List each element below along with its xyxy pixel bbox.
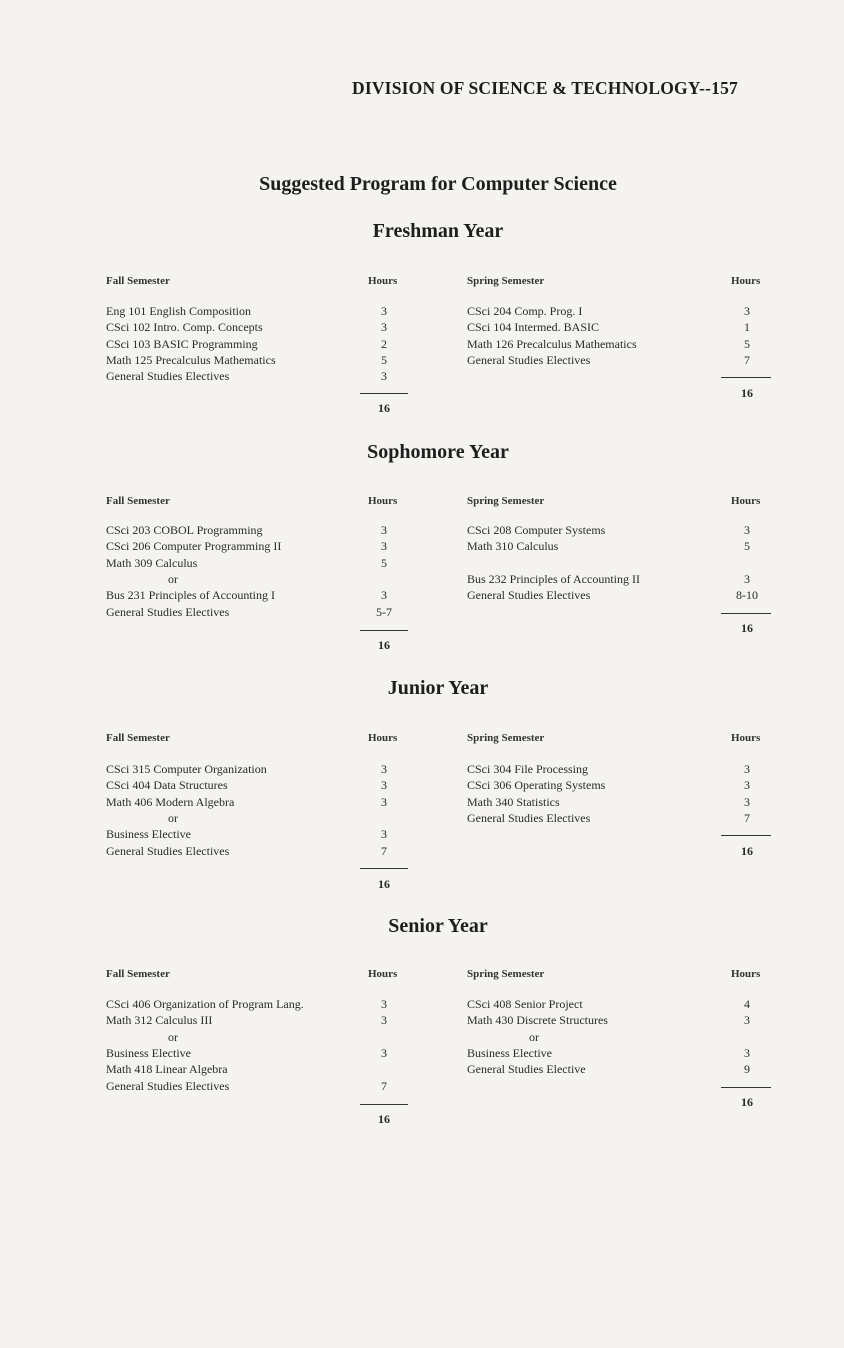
course-row: or (168, 810, 178, 825)
course-row: Math 430 Discrete Structures (467, 1013, 608, 1028)
course-row: Business Elective (106, 827, 191, 842)
course-row: General Studies Electives (467, 810, 591, 825)
course-row: or (168, 1029, 178, 1044)
course-row: Bus 232 Principles of Accounting II (467, 571, 640, 586)
total-rule (721, 613, 771, 614)
fall-total: 16 (378, 401, 390, 415)
fall-semester-label: Fall Semester (106, 732, 170, 744)
total-rule (721, 377, 771, 378)
course-hours: 3 (381, 320, 387, 335)
course-row: Business Elective (467, 1045, 552, 1060)
course-hours: 5 (744, 539, 750, 554)
fall-hours-label: Hours (368, 968, 398, 980)
course-row: CSci 204 Comp. Prog. I (467, 304, 583, 318)
total-rule (360, 868, 408, 869)
total-rule (360, 393, 408, 394)
course-hours: 3 (381, 304, 387, 318)
course-row: CSci 208 Computer Systems (467, 523, 606, 537)
course-row: General Studies Electives (106, 604, 230, 619)
total-rule (360, 630, 408, 631)
course-row: Math 125 Precalculus Mathematics (106, 352, 276, 367)
course-row: CSci 203 COBOL Programming (106, 523, 263, 537)
course-row: CSci 306 Operating Systems (467, 778, 606, 793)
fall-total: 16 (378, 877, 390, 891)
course-row: CSci 104 Intermed. BASIC (467, 320, 599, 335)
spring-total: 16 (741, 844, 753, 858)
course-row: General Studies Electives (106, 369, 230, 384)
course-row: General Studies Electives (106, 843, 230, 858)
course-row: General Studies Elective (467, 1062, 586, 1077)
fall-total: 16 (378, 638, 390, 652)
course-hours: 7 (381, 843, 387, 858)
course-row: Eng 101 English Composition (106, 304, 252, 318)
spring-total: 16 (741, 1095, 753, 1109)
course-row: Math 126 Precalculus Mathematics (467, 336, 637, 351)
course-row: Math 340 Statistics (467, 794, 560, 809)
course-row: or (168, 571, 178, 586)
year-title: Junior Year (387, 677, 489, 699)
course-row: or (529, 1029, 539, 1044)
fall-hours-label: Hours (368, 275, 398, 287)
course-row: Bus 231 Principles of Accounting I (106, 588, 275, 603)
course-row: CSci 103 BASIC Programming (106, 336, 258, 351)
fall-semester-label: Fall Semester (106, 275, 170, 287)
spring-total: 16 (741, 386, 753, 400)
course-row: CSci 304 File Processing (467, 762, 589, 776)
fall-hours-label: Hours (368, 732, 398, 744)
course-row: Math 309 Calculus (106, 555, 198, 570)
course-hours: 7 (744, 352, 750, 367)
spring-semester-label: Spring Semester (467, 495, 545, 507)
spring-hours-label: Hours (731, 275, 761, 287)
total-rule (360, 1104, 408, 1105)
fall-semester-label: Fall Semester (106, 968, 170, 980)
course-row: CSci 408 Senior Project (467, 997, 583, 1011)
course-row: CSci 406 Organization of Program Lang. (106, 997, 304, 1011)
course-hours: 3 (381, 794, 387, 809)
course-hours: 3 (381, 778, 387, 793)
course-row: Math 312 Calculus III (106, 1013, 213, 1028)
total-rule (721, 835, 771, 836)
course-hours: 1 (744, 320, 750, 335)
course-row: CSci 206 Computer Programming II (106, 539, 282, 554)
page-header: DIVISION OF SCIENCE & TECHNOLOGY--157 (352, 78, 738, 98)
course-hours: 3 (381, 369, 387, 384)
course-hours: 5 (744, 336, 750, 351)
course-row: Math 406 Modern Algebra (106, 794, 235, 809)
course-row: CSci 404 Data Structures (106, 778, 228, 793)
course-row: Business Elective (106, 1045, 191, 1060)
course-hours: 3 (381, 588, 387, 603)
course-hours: 5-7 (376, 604, 392, 619)
course-hours: 7 (744, 810, 750, 825)
course-hours: 5 (381, 555, 387, 570)
course-row: CSci 102 Intro. Comp. Concepts (106, 320, 263, 335)
page-title: Suggested Program for Computer Science (259, 173, 617, 195)
year-title: Sophomore Year (367, 441, 509, 463)
course-hours: 7 (381, 1078, 387, 1093)
year-title: Senior Year (388, 915, 488, 937)
course-hours: 5 (381, 352, 387, 367)
fall-semester-label: Fall Semester (106, 495, 170, 507)
spring-semester-label: Spring Semester (467, 968, 545, 980)
course-hours: 3 (744, 304, 750, 318)
course-hours: 3 (381, 523, 387, 537)
course-hours: 3 (381, 762, 387, 776)
year-title: Freshman Year (372, 220, 504, 242)
course-hours: 3 (381, 1045, 387, 1060)
course-hours: 3 (744, 1013, 750, 1028)
course-hours: 3 (744, 1045, 750, 1060)
fall-total: 16 (378, 1112, 390, 1126)
course-hours: 9 (744, 1062, 750, 1077)
course-row: General Studies Electives (106, 1078, 230, 1093)
course-hours: 8-10 (736, 588, 758, 603)
spring-semester-label: Spring Semester (467, 732, 545, 744)
course-hours: 3 (381, 827, 387, 842)
course-hours: 3 (744, 762, 750, 776)
course-hours: 3 (381, 997, 387, 1011)
course-hours: 4 (744, 997, 750, 1011)
course-row: Math 310 Calculus (467, 539, 559, 554)
course-row: Math 418 Linear Algebra (106, 1062, 228, 1077)
course-row: CSci 315 Computer Organization (106, 762, 267, 776)
course-hours: 3 (381, 539, 387, 554)
course-hours: 3 (744, 523, 750, 537)
spring-hours-label: Hours (731, 968, 761, 980)
course-hours: 3 (744, 571, 750, 586)
fall-hours-label: Hours (368, 495, 398, 507)
spring-hours-label: Hours (731, 732, 761, 744)
course-row: General Studies Electives (467, 352, 591, 367)
spring-total: 16 (741, 621, 753, 635)
course-hours: 3 (744, 778, 750, 793)
spring-hours-label: Hours (731, 495, 761, 507)
course-hours: 2 (381, 336, 387, 351)
course-hours: 3 (744, 794, 750, 809)
course-row: General Studies Electives (467, 588, 591, 603)
spring-semester-label: Spring Semester (467, 275, 545, 287)
course-hours: 3 (381, 1013, 387, 1028)
total-rule (721, 1087, 771, 1088)
